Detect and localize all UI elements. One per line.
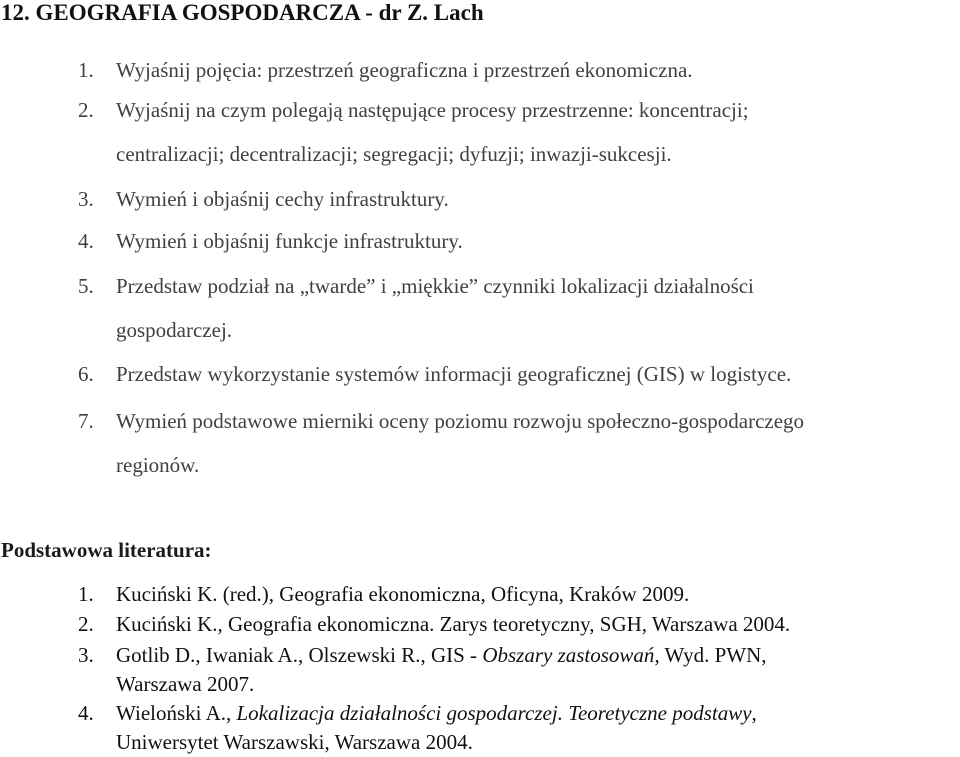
- reference-number: 3.: [78, 643, 94, 667]
- reference-text: Kuciński K., Geografia ekonomiczna. Zarys teoretyczny, SGH, Warszawa 2004.: [116, 612, 791, 636]
- question-text-line-2: gospodarczej.: [116, 318, 233, 342]
- reference-title-italic: Lokalizacja działalności gospodarczej. Teoretyczne podstawy: [236, 701, 752, 725]
- question-text-line-2: regionów.: [116, 453, 200, 477]
- literature-heading: Podstawowa literatura:: [1, 538, 212, 562]
- reference-text: Kuciński K. (red.), Geografia ekonomiczna, Oficyna, Kraków 2009.: [116, 582, 690, 606]
- question-number: 5.: [78, 274, 94, 298]
- reference-punctuation: ,: [751, 701, 757, 725]
- question-number: 4.: [78, 229, 94, 253]
- reference-text-line-1: [116, 699, 956, 728]
- question-text: Wymień i objaśnij funkcje infrastruktury.: [116, 229, 463, 253]
- reference-number: 4.: [78, 701, 94, 725]
- reference-text-line-2: Uniwersytet Warszawski, Warszawa 2004.: [116, 730, 473, 754]
- reference-title-italic: Obszary zastosowań: [482, 643, 655, 667]
- reference-number: 2.: [78, 612, 94, 636]
- question-text-line-2: centralizacji; decentralizacji; segregacji; dyfuzji; inwazji-sukcesji.: [116, 142, 672, 166]
- section-heading: 12. GEOGRAFIA GOSPODARCZA - dr Z. Lach: [1, 0, 484, 25]
- question-text: Wymień i objaśnij cechy infrastruktury.: [116, 187, 449, 211]
- question-text-line-1: Wyjaśnij na czym polegają następujące procesy przestrzenne: koncentracji;: [116, 98, 749, 122]
- reference-number: 1.: [78, 582, 94, 606]
- question-text: Wyjaśnij pojęcia: przestrzeń geograficzna i przestrzeń ekonomiczna.: [116, 58, 693, 82]
- reference-authors: Gotlib D., Iwaniak A., Olszewski R., GIS -: [116, 643, 483, 667]
- reference-text-line-1: [116, 641, 956, 670]
- question-number: 1.: [78, 58, 94, 82]
- question-number: 7.: [78, 409, 94, 433]
- question-text-line-1: Wymień podstawowe mierniki oceny poziomu rozwoju społeczno-gospodarczego: [116, 409, 805, 433]
- reference-authors: Wieloński A.,: [116, 701, 237, 725]
- reference-text-line-2: Warszawa 2007.: [116, 672, 255, 696]
- question-number: 6.: [78, 362, 94, 386]
- question-text: Przedstaw wykorzystanie systemów informacji geograficznej (GIS) w logistyce.: [116, 362, 792, 386]
- question-number: 2.: [78, 98, 94, 122]
- question-text-line-1: Przedstaw podział na „twarde” i „miękkie” czynniki lokalizacji działalności: [116, 274, 754, 298]
- reference-publisher: , Wyd. PWN,: [654, 643, 767, 667]
- question-number: 3.: [78, 187, 94, 211]
